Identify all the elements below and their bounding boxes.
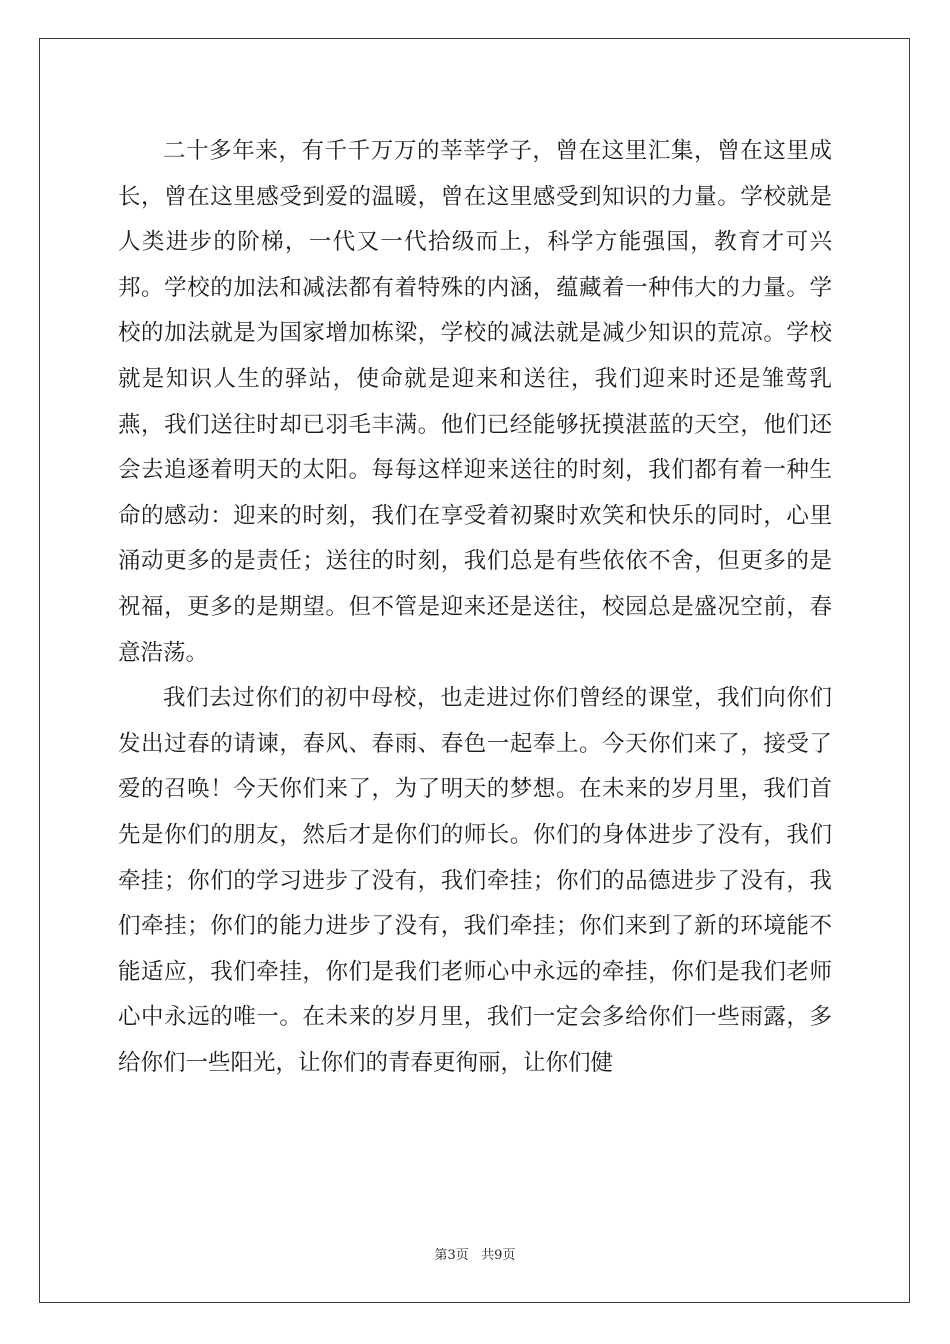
- paragraph-2: 我们去过你们的初中母校，也走进过你们曾经的课堂，我们向你们发出过春的请谏，春风、春雨、春色一起奉上。今天你们来了，接受了爱的召唤！今天你们来了，为了明天的梦想。在未来的岁月里，我们首先是你们的朋友，然后才是你们的师长。你们的身体进步了没有，我们牵挂；你们的学习进步了没有，我们牵挂；你们的品德进步了没有，我们牵挂；你们的能力进步了没有，我们牵挂；你们来到了新的环境能不能适应，我们牵挂，你们是我们老师心中永远的牵挂，你们是我们老师心中永远的唯一。在未来的岁月里，我们一定会多给你们一些雨露，多给你们一些阳光，让你们的青春更徇丽，让你们健: [118, 685, 832, 1076]
- page-number-footer: 第3页 共9页: [434, 1248, 516, 1263]
- document-body: [118, 129, 832, 1086]
- paragraph-1: 二十多年来，有千千万万的莘莘学子，曾在这里汇集，曾在这里成长，曾在这里感受到爱的温暖，曾在这里感受到知识的力量。学校就是人类进步的阶梯，一代又一代拾级而上，科学方能强国，教育才可兴邦。学校的加法和减法都有着特殊的内涵，蕴藏着一种伟大的力量。学校的加法就是为国家增加栋梁，学校的减法就是减少知识的荒凉。学校就是知识人生的驿站，使命就是迎来和送往，我们迎来时还是雏莺乳燕，我们送往时却已羽毛丰满。他们已经能够抚摸湛蓝的天空，他们还会去追逐着明天的太阳。每每这样迎来送往的时刻，我们都有着一种生命的感动：迎来的时刻，我们在享受着初聚时欢笑和快乐的同时，心里涌动更多的是责任；送往的时刻，我们总是有些依依不舍，但更多的是祝福，更多的是期望。但不管是迎来还是送往，校园总是盛况空前，春意浩荡。: [118, 138, 832, 666]
